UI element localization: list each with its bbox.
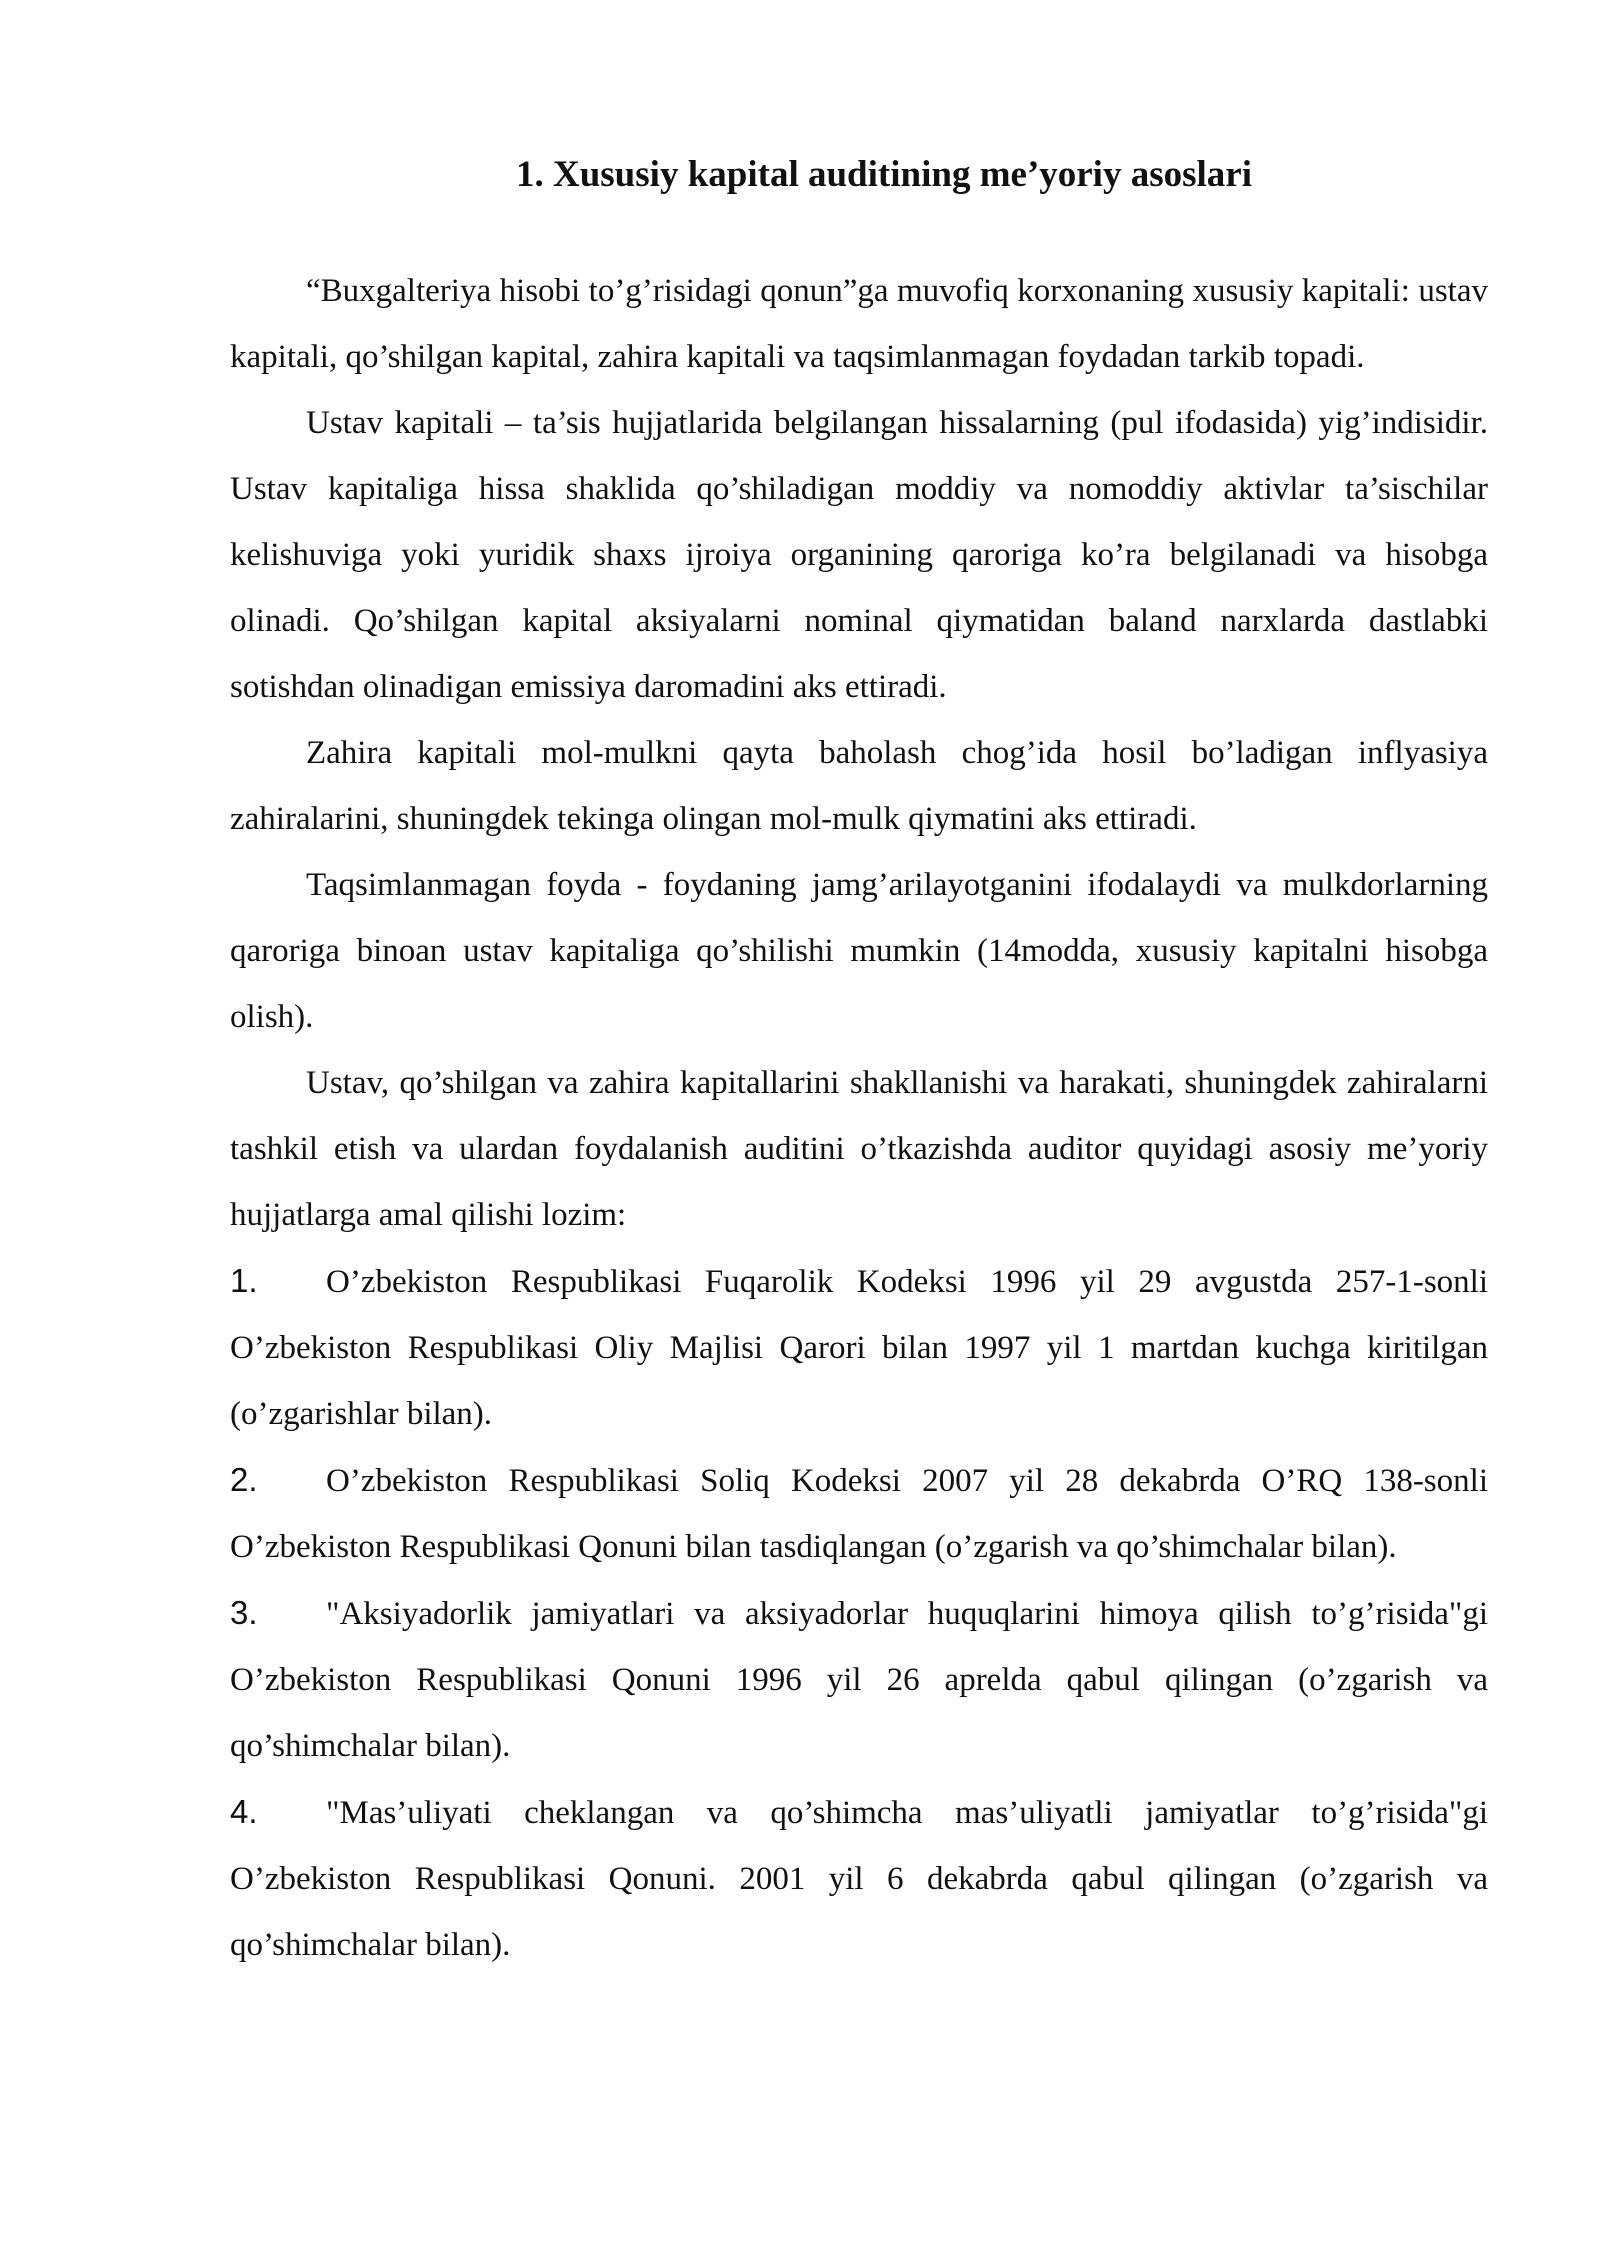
list-item-text: O’zbekiston Respublikasi Soliq Kodeksi 2007 yil 28 dekabrda O’RQ 138-sonli O’zbekiston Respublikasi Qonuni bilan tasdiqlangan (o’zgarish va qo’shimchalar bilan). <box>230 1463 1488 1565</box>
list-item <box>230 1779 1488 1978</box>
paragraph-2: Ustav kapitali – ta’sis hujjatlarida belgilangan hissalarning (pul ifodasida) yig’indisidir. Ustav kapitaliga hissa shaklida qo’shiladigan moddiy va nomoddiy aktivlar ta’sischilar kelishuviga yoki yuridik shaxs ijroiya organining qaroriga ko’ra belgilanadi va hisobga olinadi. Qo’shilgan kapital aksiyalarni nominal qiymatidan baland narxlarda dastlabki sotishdan olinadigan emissiya daromadini aks ettiradi. <box>230 405 1488 705</box>
document-page <box>230 150 1488 1978</box>
list-item-number: 1. <box>230 1262 258 1299</box>
list-item <box>230 1248 1488 1447</box>
paragraph-3: Zahira kapitali mol-mulkni qayta baholash chog’ida hosil bo’ladigan inflyasiya zahiralarini, shuningdek tekinga olingan mol-mulk qiymatini aks ettiradi. <box>230 735 1488 837</box>
list-item-number: 3. <box>230 1594 258 1631</box>
list-item-text: "Aksiyadorlik jamiyatlari va aksiyadorlar huquqlarini himoya qilish to’g’risida"gi O’zbekiston Respublikasi Qonuni 1996 yil 26 aprelda qabul qilingan (o’zgarish va qo’shimchalar bilan). <box>230 1596 1488 1764</box>
list-item-text: "Mas’uliyati cheklangan va qo’shimcha mas’uliyatli jamiyatlar to’g’risida"gi O’zbekiston Respublikasi Qonuni. 2001 yil 6 dekabrda qabul qilingan (o’zgarish va qo’shimchalar bilan). <box>230 1795 1488 1963</box>
paragraph-5: Ustav, qo’shilgan va zahira kapitallarini shakllanishi va harakati, shuningdek zahiralarni tashkil etish va ulardan foydalanish auditini o’tkazishda auditor quyidagi asosiy me’yoriy hujjatlarga amal qilishi lozim: <box>230 1065 1488 1233</box>
list-item-number: 2. <box>230 1461 258 1498</box>
list-item-number: 4. <box>230 1793 258 1830</box>
paragraph-4: Taqsimlanmagan foyda - foydaning jamg’arilayotganini ifodalaydi va mulkdorlarning qaroriga binoan ustav kapitaliga qo’shilishi mumkin (14modda, xususiy kapitalni hisobga olish). <box>230 867 1488 1035</box>
paragraph-1: “Buxgalteriya hisobi to’g’risidagi qonun”ga muvofiq korxonaning xususiy kapitali: ustav kapitali, qo’shilgan kapital, zahira kapitali va taqsimlanmagan foydadan tarkib topadi. <box>230 273 1488 375</box>
list-item <box>230 1447 1488 1580</box>
list-item-text: O’zbekiston Respublikasi Fuqarolik Kodeksi 1996 yil 29 avgustda 257-1-sonli O’zbekiston Respublikasi Oliy Majlisi Qarori bilan 1997 yil 1 martdan kuchga kiritilgan (o’zgarishlar bilan). <box>230 1264 1488 1432</box>
list-item <box>230 1580 1488 1779</box>
page-title: 1. Xususiy kapital auditining me’yoriy asoslari <box>515 154 1252 195</box>
